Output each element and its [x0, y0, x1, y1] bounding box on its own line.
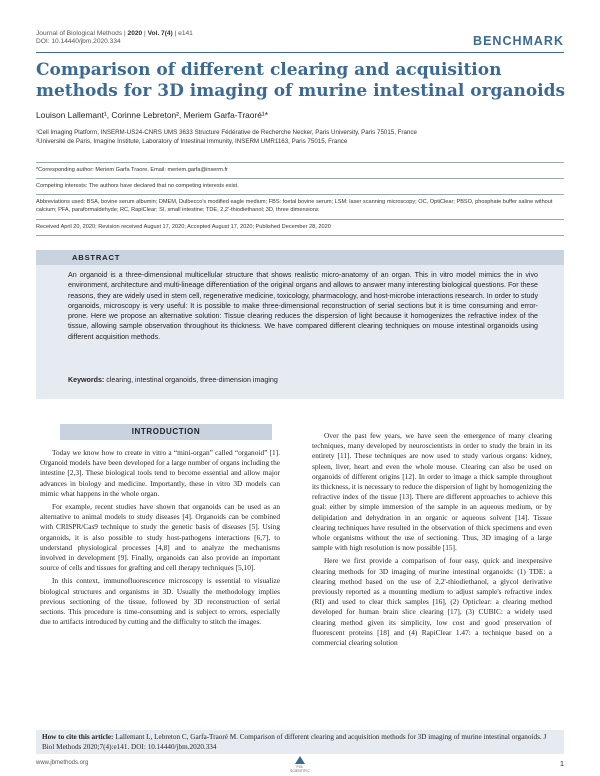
header-divider: [36, 52, 564, 53]
paragraph: Over the past few years, we have seen the emergence of many clearing techniques, many developed by neuroscientists in order to study the brain in its entirety [11]. These techniques are now used to study various organs: kidney, spleen, liver, heart and even the whole mouse. Clearing can also be used on organoids of different origins [12]. In order to image a thick sample throughout its thickness, it is necessary to reduce the dispersion of light by homogenizing the refractive index of the tissue [13]. There are different approaches to achieve this goal: either by simple immersion of the sample in an aqueous medium, or by delipidation and dehydration in an organic or aqueous solvent [14]. Tissue clearing techniques have resulted in the observation of thick specimens and even whole organisms without the use of sectioning. Thus, 3D imaging of a large sample with high resolution is now possible [15].: [312, 431, 552, 553]
journal-meta: Journal of Biological Methods | 2020 | Vol. 7(4) | e141 DOI: 10.14440/jbm.2020.334: [36, 30, 193, 46]
body-column-right: [312, 431, 552, 651]
journal-name: Journal of Biological Methods: [36, 30, 123, 37]
paragraph: Today we know how to create in vitro a “mini-organ” called “organoid” [1]. Organoid models have been developed for a large number of organs including the intestine [2,3]. These biological tools tend to become essential and allow major advances in biology and medicine. Importantly, these in vitro 3D models can mimic what happens in the whole organ.: [40, 448, 280, 498]
citation-box: [36, 730, 564, 754]
corresponding-author: *Corresponding author: Meriem Garfa Traore, Email: meriem.garfa@inserm.fr: [36, 167, 228, 173]
journal-article: e141: [178, 30, 193, 37]
affiliation-2: ²Université de Paris, Imagine Institute, Laboratory of Intestinal Immunity, INSERM UMR1163, Paris 75015, France: [36, 138, 348, 145]
section-label: BENCHMARK: [473, 34, 564, 48]
introduction-heading: INTRODUCTION: [60, 424, 272, 440]
citation-label: How to cite this article:: [42, 733, 114, 741]
journal-doi[interactable]: DOI: 10.14440/jbm.2020.334: [36, 38, 121, 46]
keywords: [68, 376, 278, 384]
divider: [36, 162, 564, 163]
journal-website-link[interactable]: www.jbmethods.org: [36, 760, 89, 766]
abbreviations: Abbreviations used: BSA, bovine serum albumin; DMEM, Dulbecco's modified eagle medium; FBS: foetal bovine serum; LSM: laser scanning microscopy; OC, OptiClear; PBSO, phosphate buffer saline without calcium; PFA, paraformaldehyde; RC, RapiClear; SI, small intestine; TDE, 2,2'-thiodiethanol; 3D, three dimensions: [36, 199, 553, 213]
page-number: 1: [559, 759, 564, 768]
citation-text: Lallemant L, Lebreton C, Garfa-Traoré M. Comparison of different clearing and acquisition methods for 3D imaging of murine intestinal organoids. J Biol Methods 2020;7(4):e141. DOI: 10.14440/jbm.2020.334: [42, 733, 547, 751]
abstract-text: An organoid is a three-dimensional multicellular structure that shows realistic micro-anatomy of an organ. This in vitro model mimics the in vivo environment, architecture and multi-lineage differentiation of the original organs and allows to answer many interesting biological questions. For these reasons, they are widely used in stem cell, regenerative medicine, toxicology, pharmacology, and host-microbe interactions research. In order to study organoids, microscopy is very useful: It is possible to make three-dimensional reconstruction of serial sections but it is time consuming and error-prone. Here we propose an alternative solution: Tissue clearing reduces the dispersion of light because it homogenizes the refractive index of the tissue, allowing sample observation throughout its thickness. We have compared different clearing techniques on mouse intestinal organoids using different acquisition methods.: [68, 271, 538, 341]
paragraph: Here we first provide a comparison of four easy, quick and inexpensive clearing methods for 3D imaging of murine intestinal organoids: (1) TDE: a clearing method based on the use of 2,2'-thiodiethanol, a glycol derivative previously reported as a mounting medium to adjust sample's refractive index (RI) and used to clear thick samples [16], (2) Opticlear: a clearing method developed for human brain slice clearing [17], (3) CUBIC: a widely used clearing method given its simplicity, low cost and good preservation of fluorescent proteins [18] and (4) RapiClear 1.47: a technique based on a commercial clearing solution: [312, 556, 552, 648]
publisher-logo: [287, 756, 313, 772]
divider: [36, 178, 564, 179]
divider: [36, 194, 564, 195]
affiliations: [36, 128, 417, 146]
abstract-heading: ABSTRACT: [36, 250, 564, 265]
journal-year: 2020: [127, 30, 143, 37]
keywords-label: Keywords:: [68, 376, 105, 384]
authors: Louison Lallemant¹, Corinne Lebreton², Meriem Garfa-Traoré¹*: [36, 110, 268, 120]
keywords-list: clearing, intestinal organoids, three-dimension imaging: [106, 376, 278, 384]
paragraph: For example, recent studies have shown that organoids can be used as an alternative to animal models to study diseases [4]. Organoids can be combined with CRISPR/Cas9 technique to study the genetic basis of diseases [5]. Using organoids, it is also possible to study host-pathogens interactions [6,7], to understand physiological processes [4,8] and to analyze the mechanisms involved in development [9]. Finally, organoids can also provide an important source of cells and tissues for grafting and cell therapy techniques [5,10].: [40, 502, 280, 573]
paragraph: In this context, immunofluorescence microscopy is essential to visualize biological structures and organisms in 3D. Usually the methodology implies previous sectioning of the tissue, followed by 3D reconstruction of serial sections. This procedure is time-consuming and is subject to errors, especially due to artifacts introduced by cutting and the difficulty to stitch the images.: [40, 576, 280, 627]
divider: [36, 235, 564, 236]
divider: [36, 219, 564, 220]
article-dates: Received April 20, 2020; Revision received August 17, 2020; Accepted August 17, 2020; Published December 28, 2020: [36, 224, 331, 230]
journal-volume: Vol. 7(4): [147, 30, 173, 37]
publisher-logo-icon: [295, 756, 305, 764]
body-column-left: [40, 448, 280, 630]
affiliation-1: ¹Cell Imaging Platform, INSERM-US24-CNRS UMS 3633 Structure Fédérative de Recherche Necker, Paris University, Paris 75015, France: [36, 129, 417, 136]
competing-interests: Competing interests: The authors have declared that no competing interests exist.: [36, 183, 239, 189]
publisher-name: POL SCIENTIFIC: [290, 765, 310, 773]
article-title: Comparison of different clearing and acquisition methods for 3D imaging of murine intestinal organoids: [36, 60, 566, 101]
